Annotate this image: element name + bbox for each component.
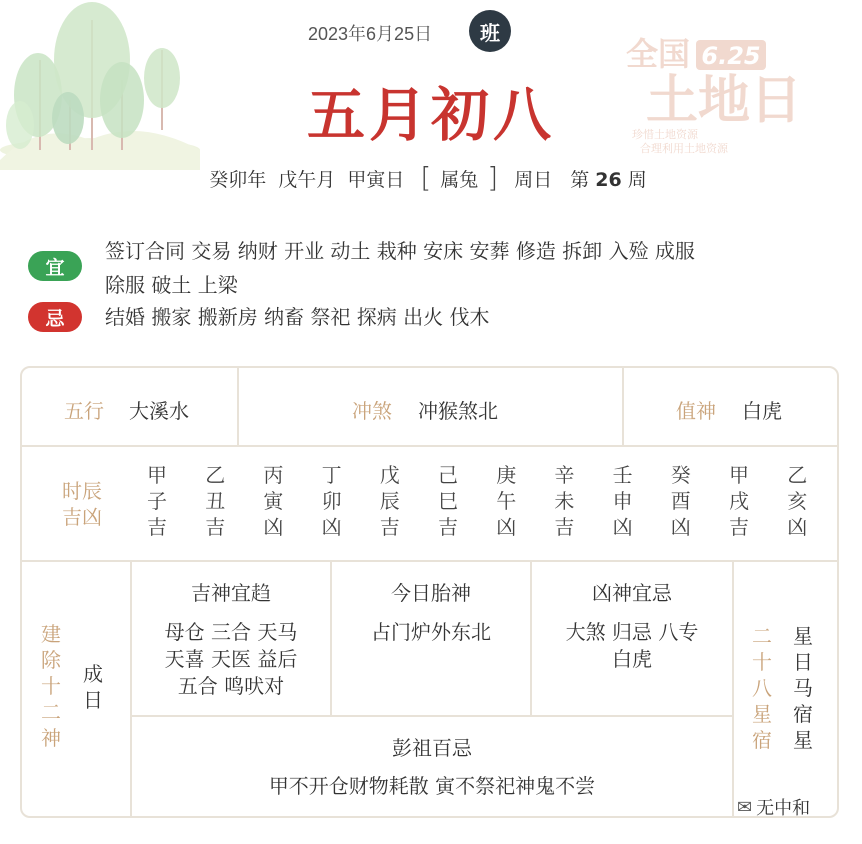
shichen-hour — [317, 462, 347, 540]
shichen-hour — [142, 462, 172, 540]
shichen-zhi: 寅 — [263, 489, 284, 513]
shichen-hour — [200, 462, 230, 540]
shichen-hour — [433, 462, 463, 540]
jianchu-value — [80, 661, 106, 713]
chongsha-label: 冲煞 — [352, 399, 392, 423]
shichen-gan: 己 — [438, 463, 458, 487]
pengzu-value: 甲不开仓财物耗散 寅不祭祀神鬼不尝 — [268, 774, 596, 798]
char: 十 — [752, 650, 772, 674]
char: 建 — [41, 622, 61, 646]
char: 日 — [793, 650, 813, 674]
shichen-luck: 凶 — [263, 515, 284, 539]
taishen-value — [332, 619, 530, 646]
divider — [732, 560, 734, 816]
wuxing-label: 五行 — [64, 399, 104, 423]
jishen-line: 母仓 三合 天马 — [164, 620, 298, 644]
shichen-gan: 甲 — [729, 463, 749, 487]
shichen-luck: 吉 — [554, 515, 575, 539]
char: 星 — [793, 728, 813, 752]
shichen-gan: 丙 — [263, 463, 284, 487]
watermark — [737, 794, 810, 820]
jianchu-label — [38, 621, 64, 751]
shichen-zhi: 巳 — [438, 489, 458, 513]
char: 日 — [83, 688, 103, 712]
bracket-left-icon: [ — [420, 161, 432, 194]
shichen-gan: 壬 — [612, 463, 633, 487]
shichen-hour — [782, 462, 812, 540]
shichen-zhi: 亥 — [787, 489, 808, 513]
divider — [237, 368, 239, 445]
svg-text:土地日: 土地日 — [646, 71, 803, 131]
xiongshen-line: 白虎 — [612, 647, 652, 671]
shichen-hour — [724, 462, 754, 540]
pengzu-label: 彭祖百忌 — [392, 736, 472, 760]
shichen-hour — [549, 462, 579, 540]
ji-activities: 结婚 搬家 搬新房 纳畜 祭祀 探病 出火 伐木 — [105, 305, 490, 329]
workday-badge: 班 — [469, 10, 511, 52]
svg-text:6.25: 6.25 — [701, 42, 761, 70]
xiongshen-label: 凶神宜忌 — [592, 581, 672, 605]
shichen-gan: 甲 — [147, 463, 167, 487]
svg-text:合理利用土地资源: 合理利用土地资源 — [640, 142, 728, 155]
week-number: 第 26 周 — [570, 168, 647, 191]
ganzhi-year: 癸卯年 — [209, 168, 267, 191]
char: 神 — [41, 726, 61, 750]
xingsu-value — [790, 623, 816, 753]
char: 十 — [41, 674, 61, 698]
shichen-luck: 吉 — [438, 515, 458, 539]
shichen-luck: 吉 — [205, 515, 226, 539]
wuxing-value: 大溪水 — [129, 399, 189, 423]
shichen-gan: 戊 — [379, 463, 400, 487]
zhishen-label: 值神 — [676, 399, 716, 423]
lunar-date: 五月初八 — [306, 81, 555, 149]
divider — [22, 560, 837, 562]
shichen-gan: 癸 — [670, 463, 691, 487]
shichen-luck: 凶 — [321, 515, 342, 539]
divider — [22, 445, 837, 447]
yi-badge: 宜 — [28, 251, 82, 281]
shichen-hour — [608, 462, 638, 540]
shichen-zhi: 子 — [147, 489, 167, 513]
shichen-gan: 庚 — [496, 463, 517, 487]
shichen-gan: 乙 — [787, 463, 808, 487]
bracket-right-icon: ] — [487, 161, 499, 194]
jishen-line: 天喜 天医 益后 — [164, 647, 298, 671]
shichen-luck: 吉 — [729, 515, 749, 539]
shichen-luck: 凶 — [787, 515, 808, 539]
ji-badge: 忌 — [28, 302, 82, 332]
divider — [622, 368, 624, 445]
svg-text:全国: 全国 — [626, 35, 691, 73]
shichen-zhi: 酉 — [670, 489, 691, 513]
char: 星 — [752, 702, 772, 726]
xiongshen-list — [532, 619, 732, 673]
ganzhi-row — [0, 161, 862, 194]
ganzhi-day: 甲寅日 — [347, 168, 405, 191]
char: 宿 — [752, 728, 772, 752]
jishen-label: 吉神宜趋 — [191, 581, 271, 605]
char: 二 — [41, 700, 61, 724]
char: 除 — [41, 648, 61, 672]
ganzhi-month: 戊午月 — [278, 168, 336, 191]
shichen-zhi: 辰 — [379, 489, 400, 513]
shichen-zhi: 午 — [496, 489, 517, 513]
shichen-hour — [491, 462, 521, 540]
shichen-gan: 丁 — [321, 463, 342, 487]
shichen-zhi: 卯 — [321, 489, 342, 513]
shichen-hour — [258, 462, 288, 540]
shichen-zhi: 丑 — [205, 489, 226, 513]
wechat-icon: ✉ — [737, 796, 753, 818]
shichen-hour — [375, 462, 405, 540]
char: 成 — [83, 662, 103, 686]
shichen-gan: 乙 — [205, 463, 226, 487]
xingsu-label — [749, 623, 775, 753]
zodiac-tag — [414, 161, 504, 194]
jishen-line: 五合 鸣吠对 — [177, 674, 285, 698]
zhishen-value: 白虎 — [742, 399, 782, 423]
shichen-zhi: 未 — [554, 489, 575, 513]
shichen-luck: 吉 — [379, 515, 400, 539]
yi-activities: 签订合同 交易 纳财 开业 动土 栽种 安床 安葬 修造 拆卸 入殓 成服 除服 破土 上梁 — [105, 239, 695, 297]
shichen-zhi: 戌 — [729, 489, 749, 513]
zodiac-text: 属兔 — [440, 168, 479, 191]
taishen-label: 今日胎神 — [391, 581, 471, 605]
shichen-label: 时辰 吉凶 — [62, 479, 102, 529]
char: 马 — [793, 676, 813, 700]
xiongshen-line: 大煞 归忌 八专 — [565, 620, 699, 644]
solar-date: 2023年6月25日 — [308, 24, 433, 44]
divider — [130, 715, 733, 717]
char: 星 — [793, 624, 813, 648]
weekday: 周日 — [514, 168, 553, 191]
char: 二 — [752, 624, 772, 648]
shichen-luck: 凶 — [612, 515, 633, 539]
svg-text:珍惜土地资源: 珍惜土地资源 — [632, 128, 698, 141]
jishen-list — [132, 619, 330, 700]
chongsha-value: 冲猴煞北 — [418, 399, 498, 423]
shichen-luck: 凶 — [670, 515, 691, 539]
shichen-gan: 辛 — [554, 463, 575, 487]
char: 八 — [752, 676, 772, 700]
shichen-hour — [666, 462, 696, 540]
char: 宿 — [793, 702, 813, 726]
shichen-luck: 吉 — [147, 515, 167, 539]
watermark-text: 无中和 — [756, 798, 811, 819]
shichen-luck: 凶 — [496, 515, 517, 539]
taishen-line: 占门炉外东北 — [371, 620, 491, 644]
almanac-table — [20, 366, 839, 818]
shichen-zhi: 申 — [612, 489, 633, 513]
